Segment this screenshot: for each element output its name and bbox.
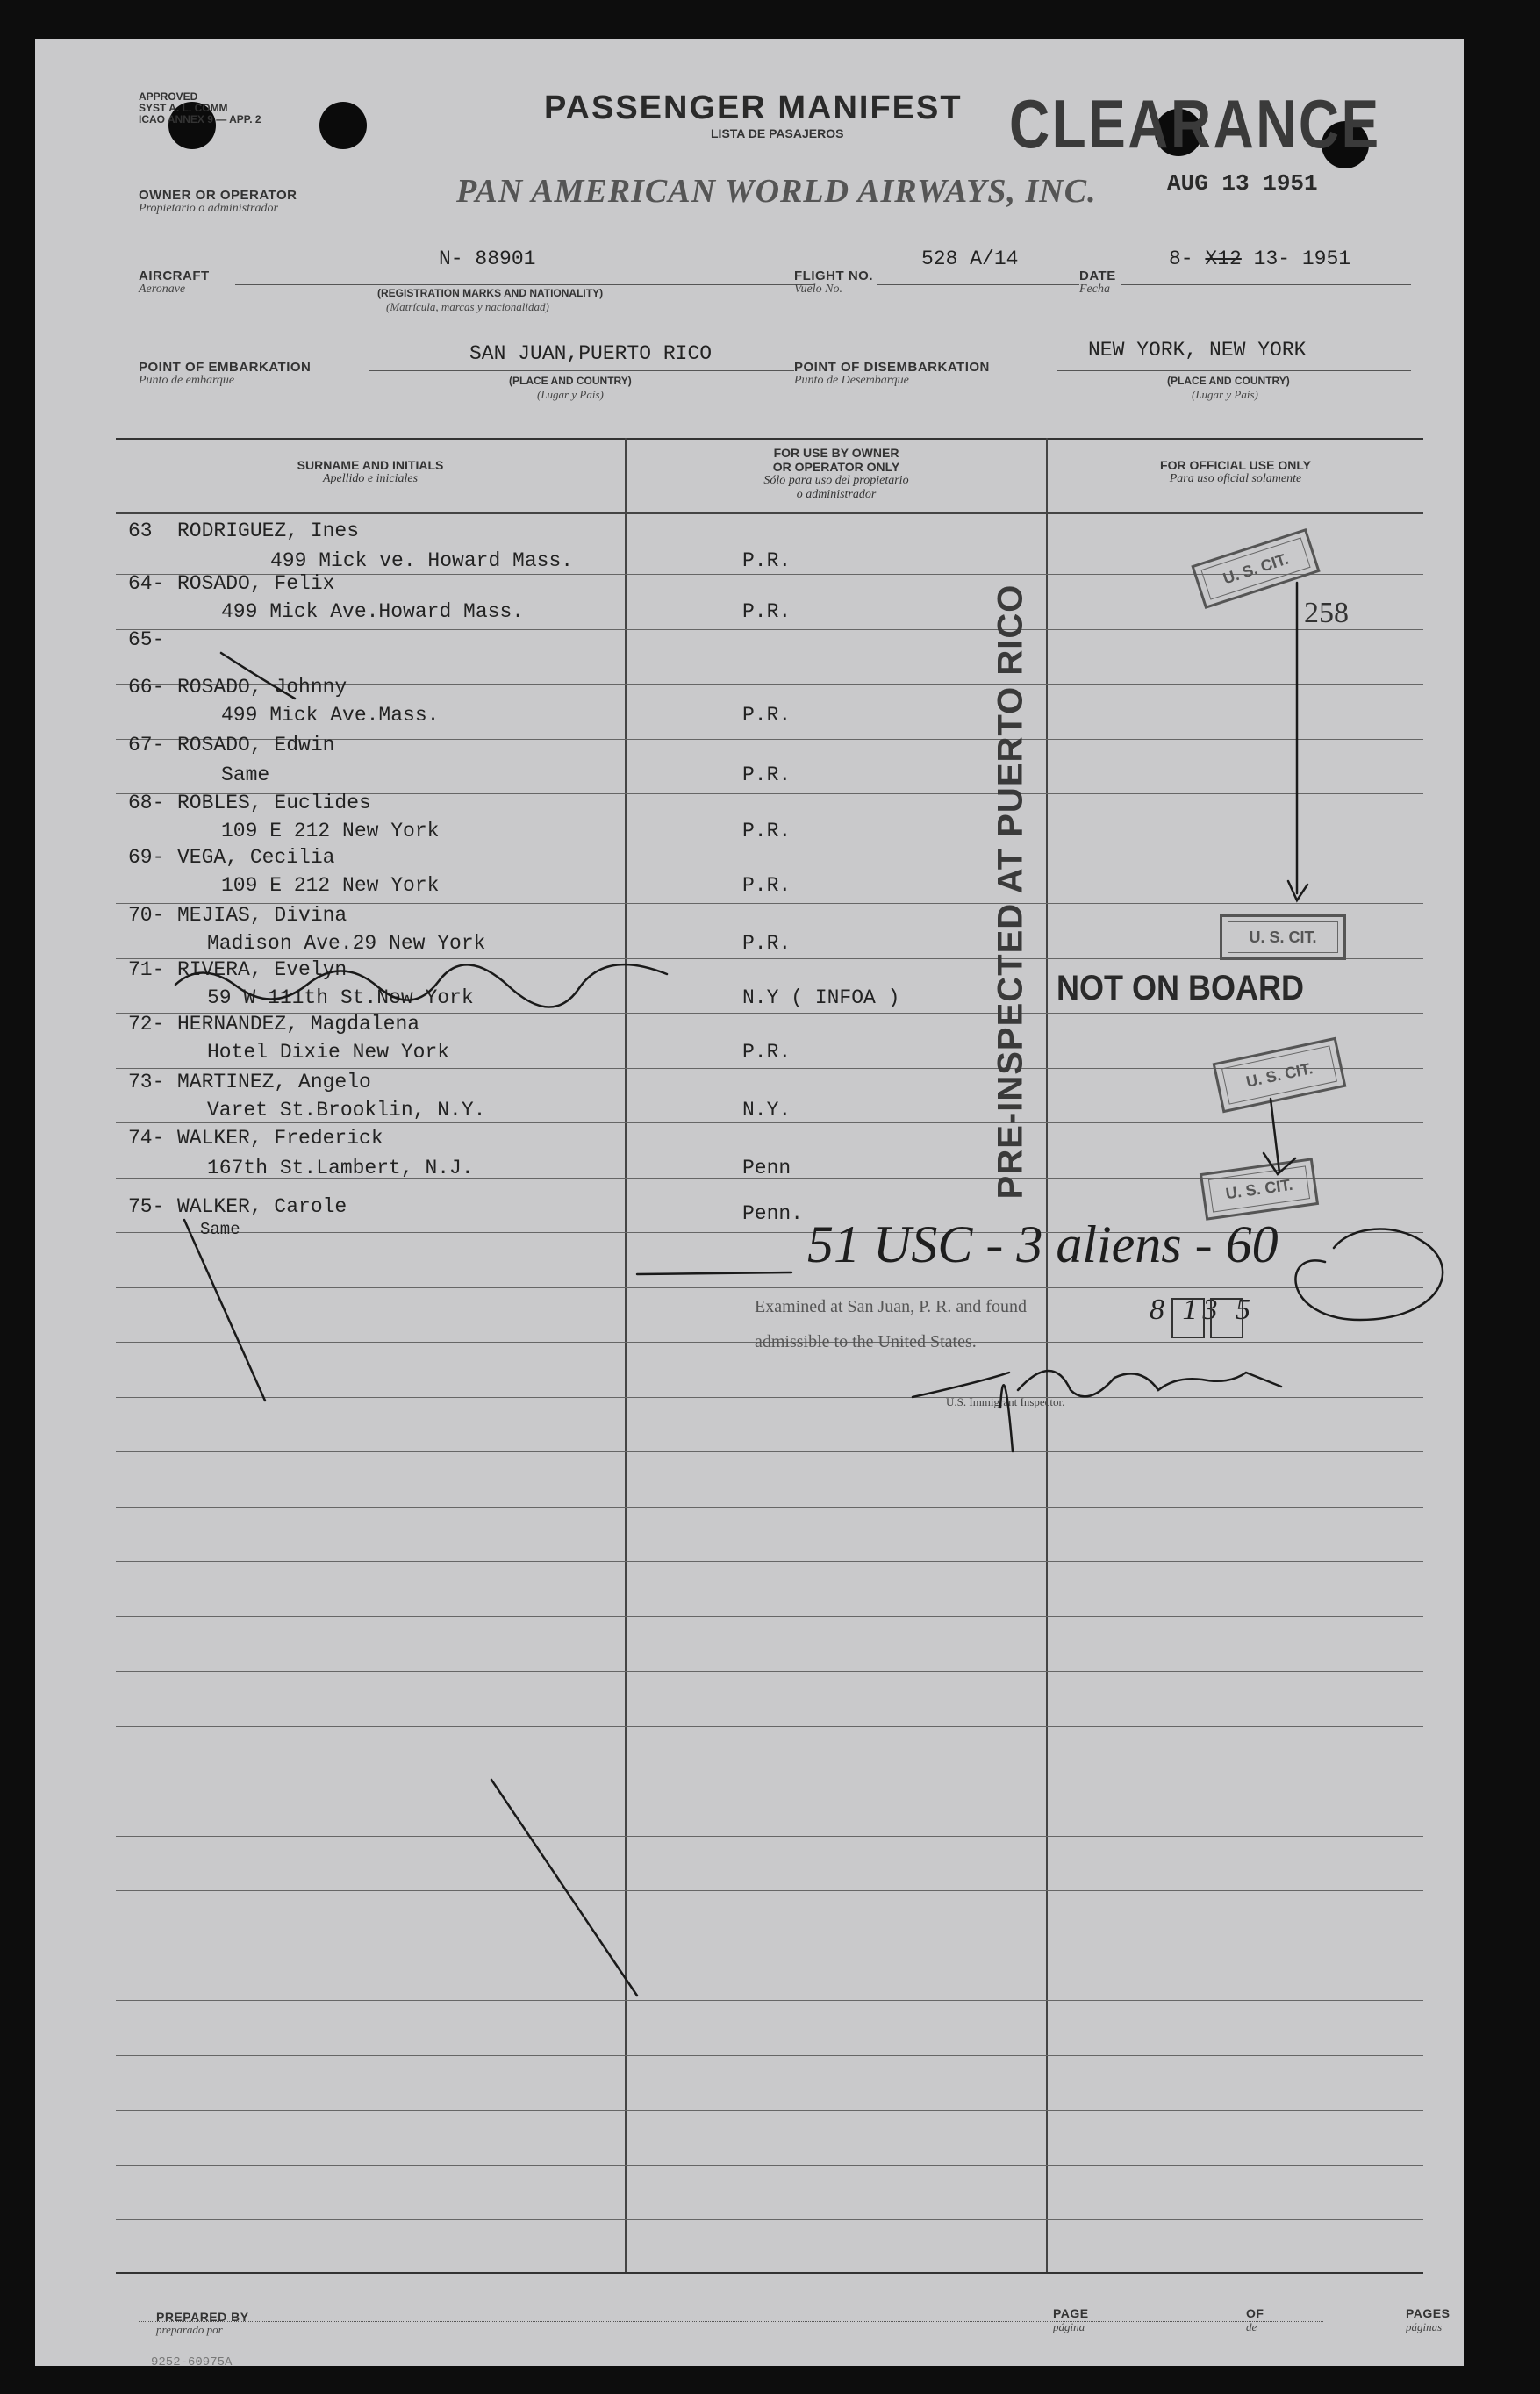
passenger-code: P.R. xyxy=(742,820,791,842)
passenger-number: 71- xyxy=(128,958,165,981)
page-label: PAGE xyxy=(1053,2306,1089,2320)
examined-line-1: Examined at San Juan, P. R. and found xyxy=(755,1297,1027,1316)
us-cit-stamp-1: U. S. CIT. xyxy=(1191,528,1320,609)
tally-circle xyxy=(1295,1229,1443,1320)
embark-place-label: (PLACE AND COUNTRY) xyxy=(509,375,632,387)
passenger-number: 63 xyxy=(128,520,153,542)
disembark-place-label-es: (Lugar y País) xyxy=(1192,388,1258,401)
aircraft-label-es: Aeronave xyxy=(139,283,186,296)
clearance-date: AUG 13 1951 xyxy=(1167,170,1318,197)
passenger-address: 59 W 111th St.New York xyxy=(207,986,474,1009)
passenger-number: 68- xyxy=(128,792,165,814)
passenger-code: Penn xyxy=(742,1157,791,1179)
us-cit-stamp-2: U. S. CIT. xyxy=(1220,914,1346,960)
registration-label: (REGISTRATION MARKS AND NATIONALITY) xyxy=(377,287,604,299)
strike-bottom-b xyxy=(491,1780,637,1996)
inspector-label: U.S. Immigrant Inspector. xyxy=(946,1395,1065,1408)
passenger-name: ROBLES, Euclides xyxy=(177,792,371,814)
of-label: OF xyxy=(1246,2306,1264,2320)
passenger-number: 73- xyxy=(128,1071,165,1093)
disembark-place-label: (PLACE AND COUNTRY) xyxy=(1167,375,1290,387)
passenger-code: P.R. xyxy=(742,704,791,727)
clearance-stamp: CLEARANCE xyxy=(1009,85,1381,162)
passenger-number: 75- xyxy=(128,1195,165,1218)
disembark-label: POINT OF DISEMBARKATION xyxy=(794,360,990,375)
registration-label-es: (Matrícula, marcas y nacionalidad) xyxy=(386,300,549,313)
passenger-code: Penn. xyxy=(742,1202,804,1225)
manifest-sheet xyxy=(35,39,1464,2369)
passenger-name: ROSADO, Johnny xyxy=(177,676,347,699)
passenger-number: 64- xyxy=(128,572,165,595)
pages-label-es: páginas xyxy=(1406,2320,1443,2333)
passenger-name: RODRIGUEZ, Ines xyxy=(177,520,360,542)
aircraft-label: AIRCRAFT xyxy=(139,269,210,283)
examined-date-box xyxy=(1172,1299,1243,1337)
prepared-label-es: preparado por xyxy=(156,2323,223,2336)
passenger-code: N.Y ( INFOA ) xyxy=(742,986,900,1009)
passenger-address: Hotel Dixie New York xyxy=(207,1041,450,1064)
passenger-number: 70- xyxy=(128,904,165,927)
passenger-address: Same xyxy=(221,763,270,786)
page-title: PASSENGER MANIFEST xyxy=(544,90,963,126)
examined-line-2: admissible to the United States. xyxy=(755,1332,977,1351)
passenger-name: HERNANDEZ, Magdalena xyxy=(177,1013,420,1036)
passenger-address: Same xyxy=(200,1220,240,1239)
passenger-number: 65- xyxy=(128,628,165,651)
passenger-code: P.R. xyxy=(742,600,791,623)
date-label: DATE xyxy=(1079,269,1116,283)
not-on-board: NOT ON BOARD xyxy=(1057,969,1304,1007)
date-month: 8- xyxy=(1169,247,1206,270)
footer-rule-1 xyxy=(139,2321,1323,2322)
disembark-value: NEW YORK, NEW YORK xyxy=(1088,339,1307,362)
col-header-official: FOR OFFICIAL USE ONLY Para uso oficial solamente xyxy=(1160,458,1311,485)
passenger-code: P.R. xyxy=(742,549,791,572)
owner-value: PAN AMERICAN WORLD AIRWAYS, INC. xyxy=(456,173,1097,210)
date-rest: 13- 1951 xyxy=(1241,247,1351,270)
passenger-address: 109 E 212 New York xyxy=(221,874,440,897)
aircraft-value: N- 88901 xyxy=(439,247,536,270)
long-dash xyxy=(637,1272,791,1274)
hand-marks xyxy=(35,39,1464,2366)
passenger-number: 74- xyxy=(128,1127,165,1150)
embark-place-label-es: (Lugar y País) xyxy=(537,388,604,401)
passenger-name: VEGA, Cecilia xyxy=(177,846,335,869)
examined-date: 8 13 5 xyxy=(1150,1294,1256,1326)
flight-value: 528 A/14 xyxy=(921,247,1019,270)
col-header-surname: SURNAME AND INITIALS Apellido e iniciales xyxy=(297,458,444,485)
strike-rivera xyxy=(175,964,667,1007)
owner-label-es: Propietario o administrador xyxy=(139,202,278,215)
disembark-label-es: Punto de Desembarque xyxy=(794,374,909,387)
passenger-address: Madison Ave.29 New York xyxy=(207,932,486,955)
passenger-name: RIVERA, Evelyn xyxy=(177,958,347,981)
pages-label: PAGES xyxy=(1406,2306,1450,2320)
passenger-name: ROSADO, Felix xyxy=(177,572,335,595)
passenger-address: Varet St.Brooklin, N.Y. xyxy=(207,1099,486,1122)
passenger-name: MEJIAS, Divina xyxy=(177,904,347,927)
embark-label: POINT OF EMBARKATION xyxy=(139,360,312,375)
date-struck: X12 xyxy=(1205,247,1242,270)
count-258: 258 xyxy=(1304,597,1349,629)
passenger-code: P.R. xyxy=(742,874,791,897)
passenger-number: 66- xyxy=(128,676,165,699)
us-cit-stamp-3: U. S. CIT. xyxy=(1213,1037,1347,1114)
handwritten-tally: 51 USC - 3 aliens - 60 xyxy=(807,1215,1279,1273)
embark-value: SAN JUAN,PUERTO RICO xyxy=(469,342,713,365)
passenger-name: MARTINEZ, Angelo xyxy=(177,1071,371,1093)
us-cit-stamp-4: U. S. CIT. xyxy=(1200,1158,1319,1221)
passenger-code: P.R. xyxy=(742,1041,791,1064)
passenger-address: 167th St.Lambert, N.J. xyxy=(207,1157,474,1179)
approval-note: APPROVED SYST A. L. COMM ICAO ANNEX 9 — APP. 2 xyxy=(139,90,261,125)
signature xyxy=(913,1371,1281,1451)
passenger-name: ROSADO, Edwin xyxy=(177,734,335,756)
embark-label-es: Punto de embarque xyxy=(139,374,235,387)
passenger-name: WALKER, Frederick xyxy=(177,1127,383,1150)
preinspected-stamp: PRE-INSPECTED AT PUERTO RICO xyxy=(991,584,1030,1200)
prepared-label: PREPARED BY xyxy=(156,2310,249,2324)
passenger-code: P.R. xyxy=(742,763,791,786)
passenger-code: P.R. xyxy=(742,932,791,955)
date-label-es: Fecha xyxy=(1079,283,1110,296)
form-number: 9252-60975A xyxy=(151,2355,233,2369)
passenger-address: 499 Mick Ave.Mass. xyxy=(221,704,440,727)
of-label-es: de xyxy=(1246,2320,1257,2333)
flight-label-es: Vuelo No. xyxy=(794,283,842,296)
page-subtitle: LISTA DE PASAJEROS xyxy=(711,126,844,140)
passenger-number: 72- xyxy=(128,1013,165,1036)
passenger-address: 499 Mick Ave.Howard Mass. xyxy=(221,600,525,623)
strike-row-65 xyxy=(221,653,295,699)
small-arrow xyxy=(1264,1099,1295,1174)
owner-label: OWNER OR OPERATOR xyxy=(139,188,297,203)
passenger-address: 499 Mick ve. Howard Mass. xyxy=(270,549,574,572)
page-label-es: página xyxy=(1053,2320,1085,2333)
passenger-code: N.Y. xyxy=(742,1099,791,1122)
col-header-owner-use: FOR USE BY OWNER OR OPERATOR ONLY Sólo para uso del propietario o administrador xyxy=(763,446,909,501)
strike-bottom-a xyxy=(184,1220,265,1401)
passenger-number: 69- xyxy=(128,846,165,869)
flight-label: FLIGHT NO. xyxy=(794,269,873,283)
passenger-name: WALKER, Carole xyxy=(177,1195,347,1218)
passenger-number: 67- xyxy=(128,734,165,756)
passenger-address: 109 E 212 New York xyxy=(221,820,440,842)
